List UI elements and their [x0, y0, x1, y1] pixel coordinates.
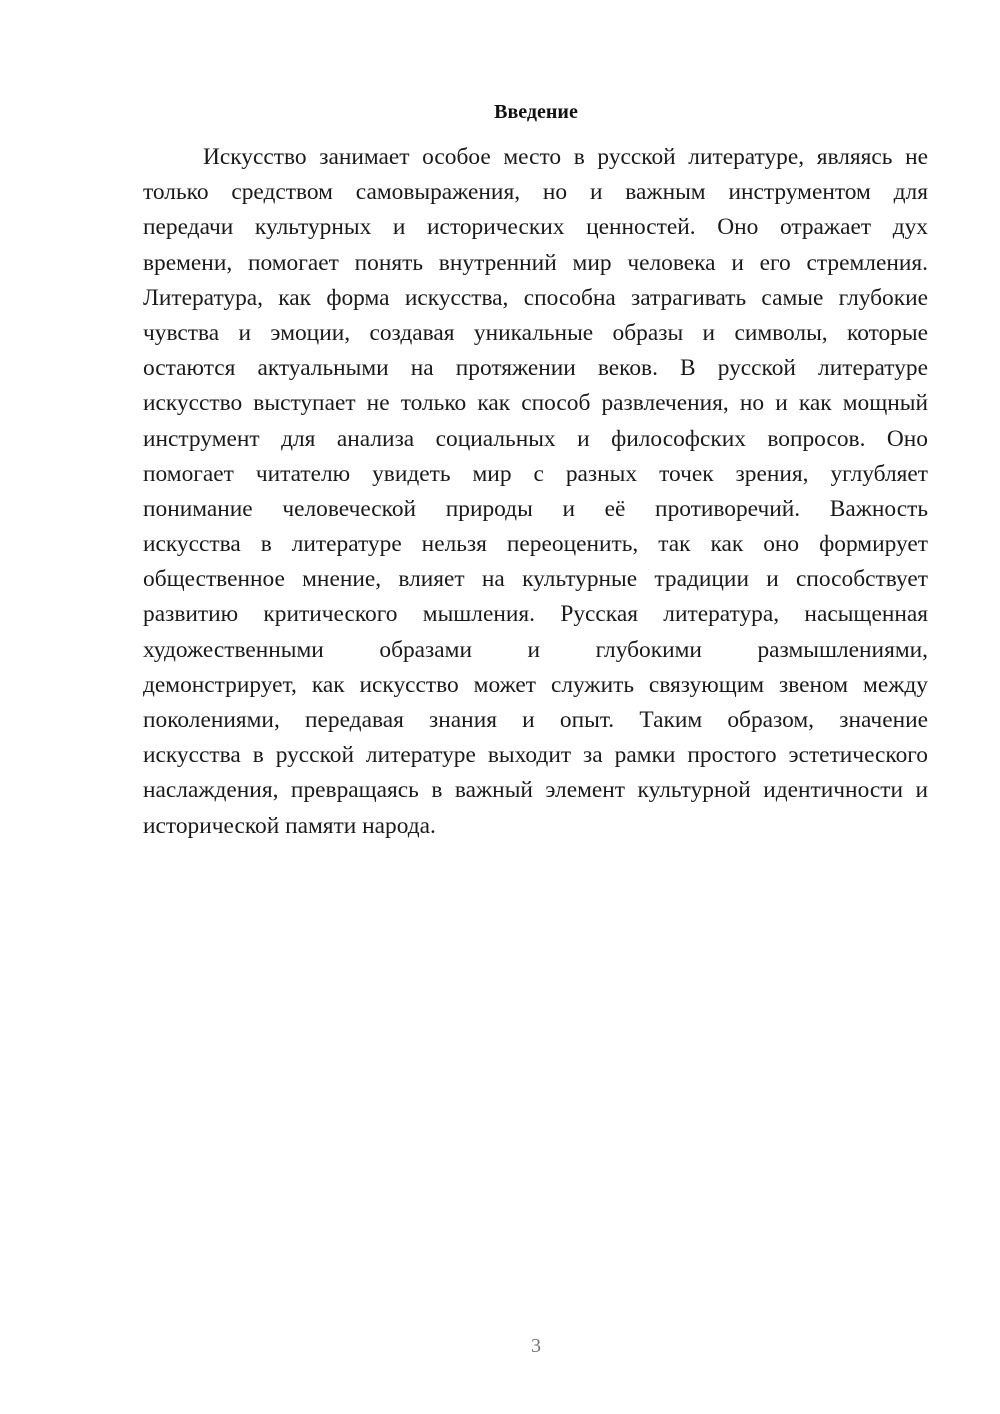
paragraph-line: демонстрирует, как искусство может служить связующим звеном между — [143, 671, 928, 698]
paragraph-line: помогает читателю увидеть мир с разных точек зрения, углубляет — [143, 460, 928, 487]
paragraph-line: общественное мнение, влияет на культурные традиции и способствует — [143, 566, 928, 593]
paragraph-line: искусство выступает не только как способ развлечения, но и как мощный — [143, 390, 928, 417]
paragraph-line: художественными образами и глубокими размышлениями, — [143, 636, 928, 663]
paragraph-line: Литература, как форма искусства, способна затрагивать самые глубокие — [143, 284, 928, 311]
paragraph-line: искусства в литературе нельзя переоценить, так как оно формирует — [143, 531, 928, 558]
paragraph-line: времени, помогает понять внутренний мир человека и его стремления. — [143, 249, 928, 276]
paragraph-line: развитию критического мышления. Русская литература, насыщенная — [143, 601, 928, 628]
page-number: 3 — [531, 1335, 541, 1357]
paragraph-line: передачи культурных и исторических ценностей. Оно отражает дух — [143, 214, 928, 241]
intro-paragraph — [143, 140, 928, 844]
paragraph-line: Искусство занимает особое место в русской литературе, являясь не — [203, 144, 928, 170]
paragraph-line: чувства и эмоции, создавая уникальные образы и символы, которые — [143, 319, 928, 346]
paragraph-line: инструмент для анализа социальных и философских вопросов. Оно — [143, 425, 928, 452]
paragraph-line: только средством самовыражения, но и важным инструментом для — [143, 179, 928, 206]
paragraph-line: понимание человеческой природы и её противоречий. Важность — [143, 495, 928, 522]
paragraph-line: остаются актуальными на протяжении веков. В русской литературе — [143, 355, 928, 382]
section-heading: Введение — [494, 101, 578, 123]
paragraph-line: поколениями, передавая знания и опыт. Таким образом, значение — [143, 707, 928, 733]
paragraph-line: исторической памяти народа. — [143, 812, 436, 839]
paragraph-line: наслаждения, превращаясь в важный элемент культурной идентичности и — [143, 777, 928, 804]
paragraph-line: искусства в русской литературе выходит за рамки простого эстетического — [143, 742, 928, 769]
